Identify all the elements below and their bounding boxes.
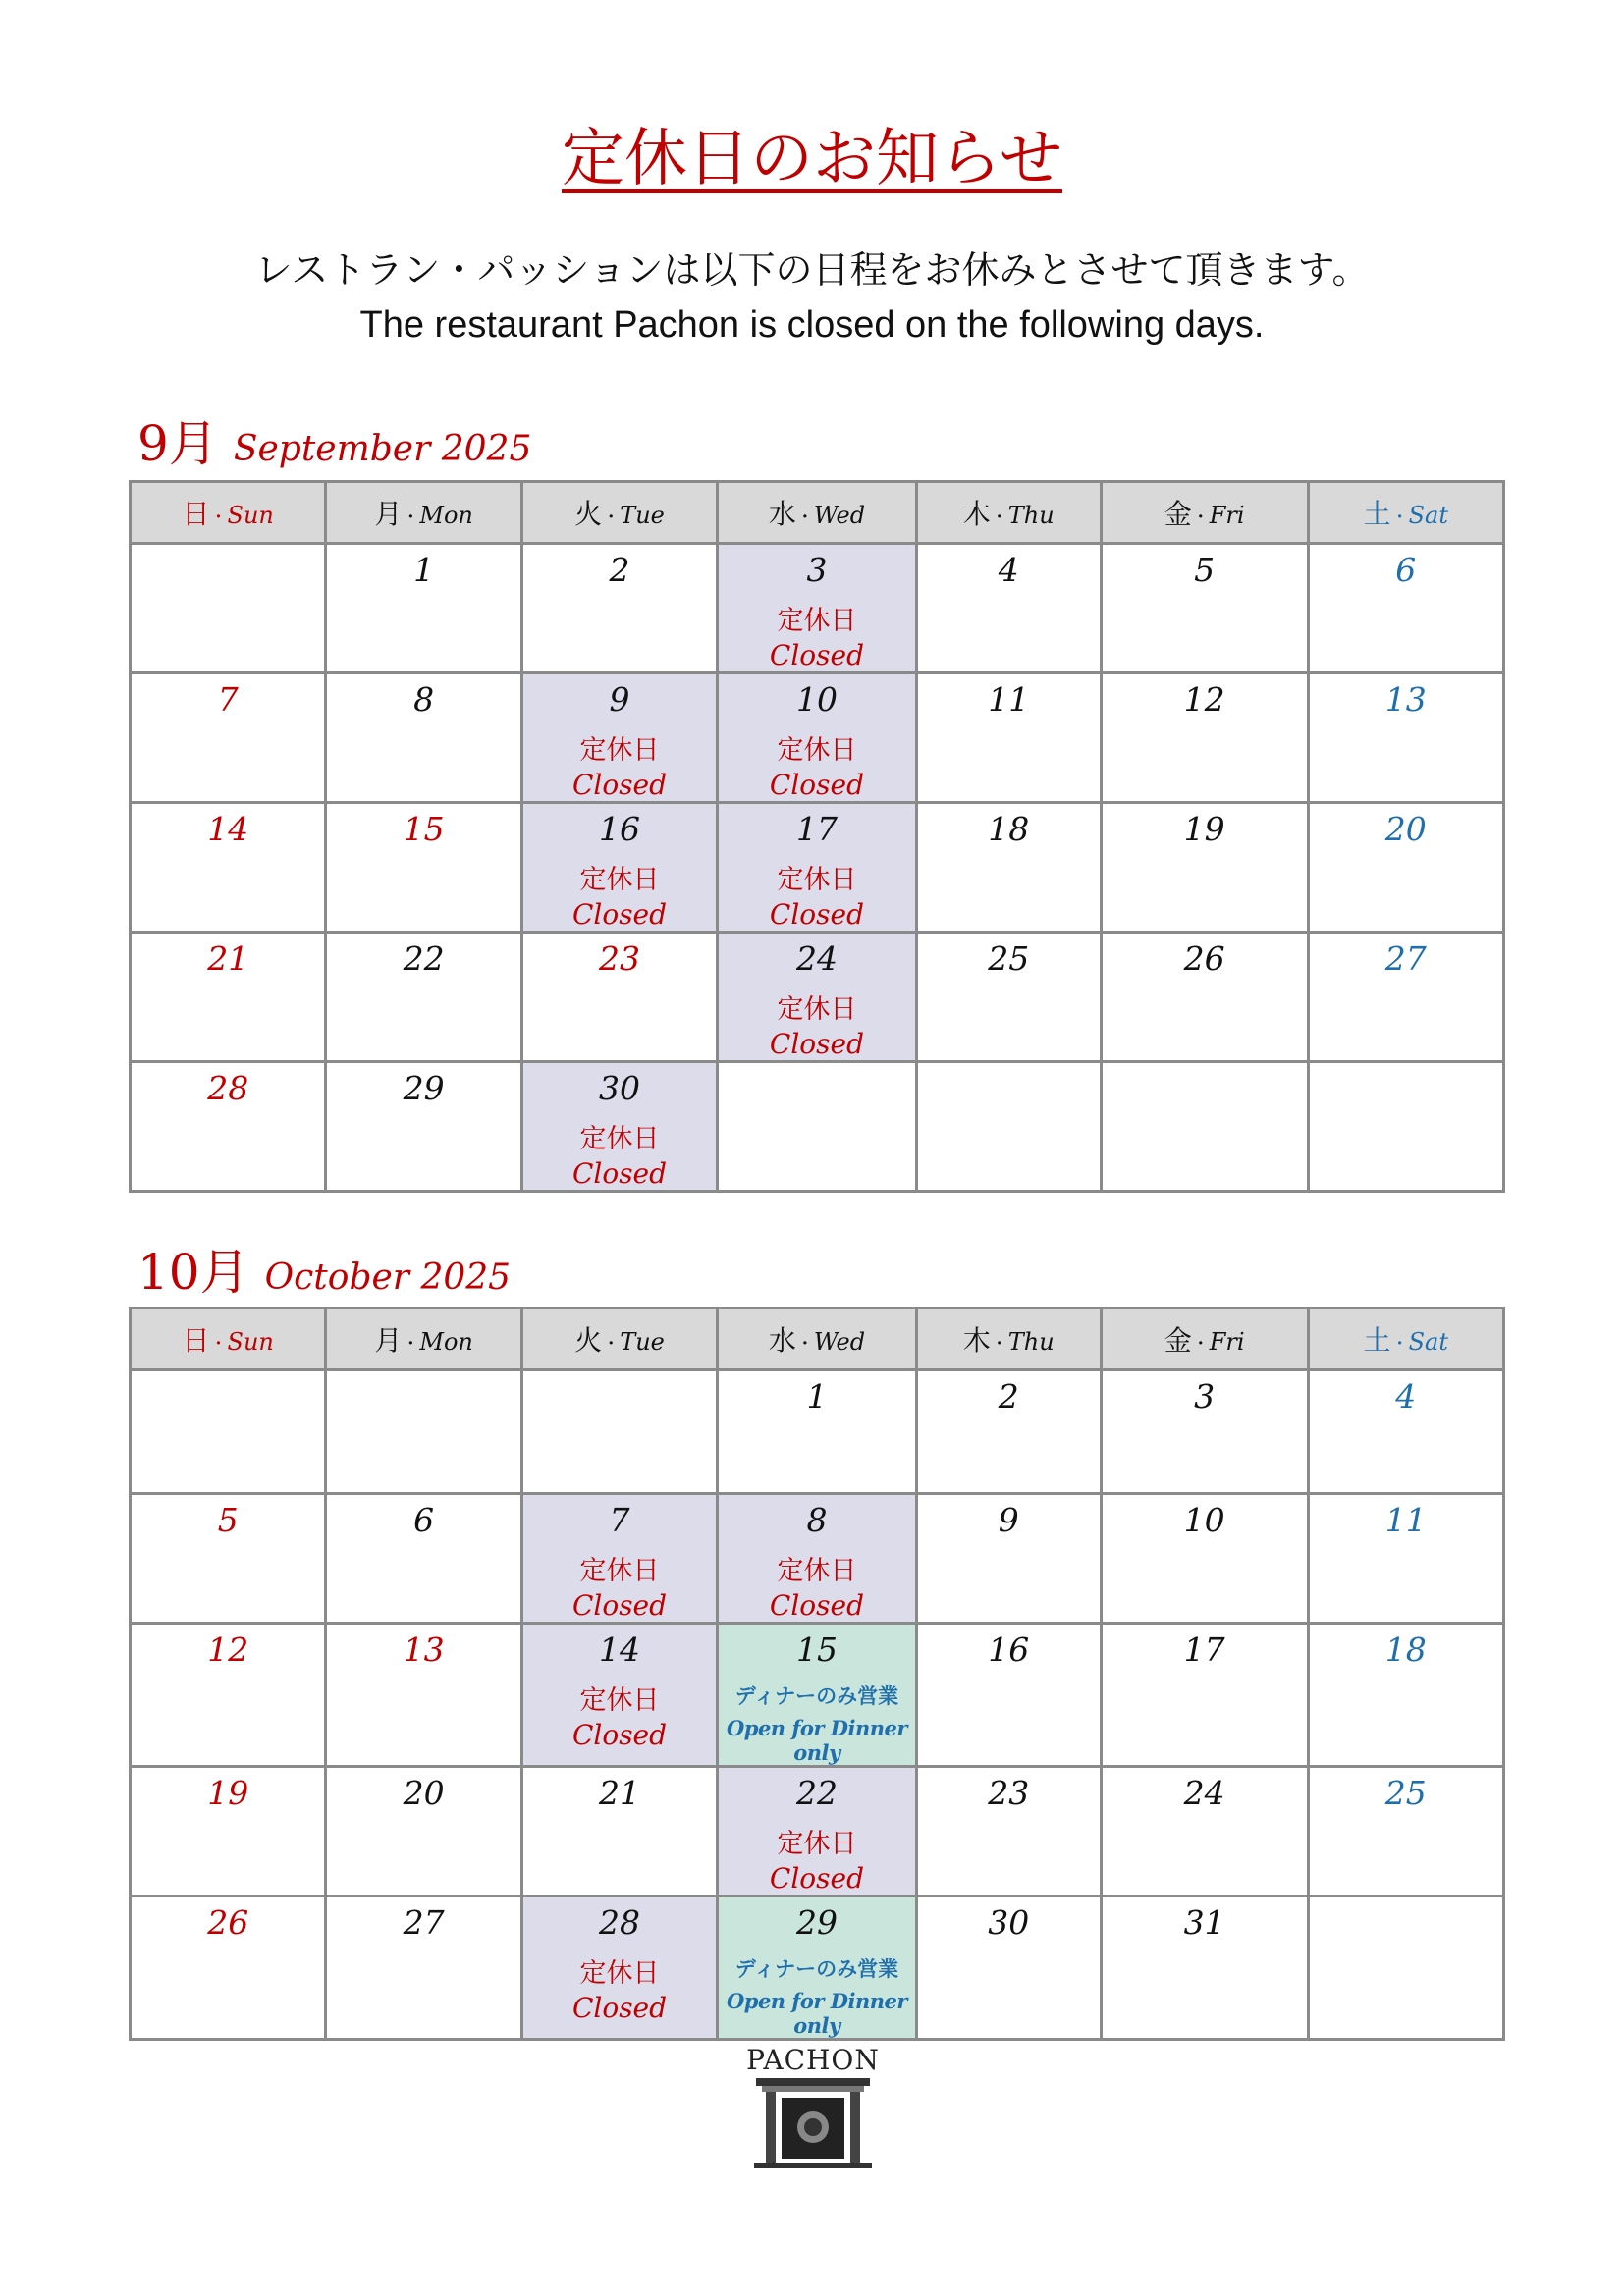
closed-label-ja: 定休日	[579, 1958, 660, 1989]
day-number: 7	[609, 1501, 630, 1539]
weekday-en: Tue	[620, 502, 665, 529]
day-cell-2	[916, 1370, 1101, 1494]
day-number: 26	[207, 1903, 249, 1942]
month-number: 10月	[137, 1244, 249, 1301]
week-row	[131, 1767, 1504, 1896]
day-number: 27	[403, 1903, 445, 1942]
day-cell-3	[1101, 1370, 1308, 1494]
day-cell-30	[521, 1062, 717, 1192]
calendar-september	[129, 480, 1505, 1193]
weekday-wed	[718, 1308, 917, 1370]
day-cell-23	[916, 1767, 1101, 1896]
week-row	[131, 1370, 1504, 1494]
day-number: 12	[207, 1630, 249, 1669]
weekday-ja: 月	[374, 498, 403, 530]
week-row	[131, 1494, 1504, 1624]
weekday-mon	[326, 482, 521, 544]
day-cell-24	[1101, 1767, 1308, 1896]
empty-cell	[916, 1062, 1101, 1192]
day-cell-16	[916, 1624, 1101, 1767]
day-cell-15	[718, 1624, 917, 1767]
day-cell-5	[1101, 544, 1308, 673]
day-number: 3	[806, 551, 828, 589]
week-row	[131, 544, 1504, 673]
day-number: 11	[988, 680, 1030, 719]
weekday-ja: 月	[374, 1324, 403, 1357]
weekday-en: Mon	[419, 1328, 473, 1356]
day-number: 23	[988, 1774, 1030, 1812]
day-cell-8	[718, 1494, 917, 1624]
day-cell-13	[326, 1624, 521, 1767]
day-number: 29	[403, 1069, 445, 1107]
weekday-separator: ・	[1191, 1334, 1210, 1355]
day-cell-23	[521, 933, 717, 1062]
day-cell-31	[1101, 1896, 1308, 2040]
day-number: 18	[988, 810, 1030, 848]
day-number: 10	[1183, 1501, 1225, 1539]
day-number: 29	[795, 1903, 838, 1942]
week-row	[131, 803, 1504, 933]
day-number: 15	[403, 810, 445, 848]
day-cell-19	[131, 1767, 326, 1896]
day-cell-21	[521, 1767, 717, 1896]
day-cell-2	[521, 544, 717, 673]
day-cell-4	[1308, 1370, 1503, 1494]
day-cell-28	[131, 1062, 326, 1192]
closed-label-en: Closed	[769, 1862, 865, 1895]
intro-english: The restaurant Pachon is closed on the following days.	[359, 304, 1265, 346]
weekday-header	[131, 482, 1504, 544]
storefront-logo-icon	[752, 2076, 874, 2170]
closed-label-ja: 定休日	[579, 1685, 660, 1716]
weekday-separator: ・	[795, 507, 814, 528]
day-number: 25	[1384, 1774, 1427, 1812]
day-number: 8	[806, 1501, 828, 1539]
day-number: 15	[795, 1630, 838, 1669]
week-row	[131, 1896, 1504, 2040]
closed-label-en: Closed	[769, 898, 865, 931]
day-cell-18	[1308, 1624, 1503, 1767]
closed-label-ja: 定休日	[579, 735, 660, 766]
day-cell-26	[1101, 933, 1308, 1062]
weekday-header	[131, 1308, 1504, 1370]
empty-cell	[131, 1370, 326, 1494]
weekday-separator: ・	[795, 1334, 814, 1355]
closed-label-en: Closed	[571, 898, 668, 931]
empty-cell	[1101, 1062, 1308, 1192]
day-number: 4	[1395, 1377, 1417, 1415]
weekday-en: Wed	[813, 1328, 866, 1356]
weekday-ja: 日	[182, 1324, 210, 1357]
week-row	[131, 673, 1504, 803]
day-number: 20	[1384, 810, 1427, 848]
weekday-ja: 土	[1363, 498, 1391, 530]
day-cell-5	[131, 1494, 326, 1624]
closed-label-ja: 定休日	[777, 735, 857, 766]
day-number: 24	[1183, 1774, 1225, 1812]
weekday-en: Sun	[227, 502, 274, 529]
closed-label-ja: 定休日	[777, 1556, 857, 1586]
day-cell-9	[916, 1494, 1101, 1624]
closed-label-en: Closed	[571, 769, 668, 801]
weekday-separator: ・	[602, 1334, 621, 1355]
day-number: 19	[207, 1774, 249, 1812]
day-cell-11	[916, 673, 1101, 803]
day-number: 31	[1183, 1903, 1225, 1942]
day-cell-10	[1101, 1494, 1308, 1624]
weekday-tue	[521, 482, 717, 544]
day-number: 22	[795, 1774, 838, 1812]
day-cell-25	[1308, 1767, 1503, 1896]
weekday-en: Thu	[1007, 1328, 1055, 1356]
month-heading-september	[137, 404, 531, 475]
day-number: 21	[207, 939, 249, 978]
day-number: 2	[609, 551, 630, 589]
weekday-en: Wed	[813, 502, 866, 529]
weekday-en: Sat	[1408, 502, 1448, 529]
day-number: 16	[988, 1630, 1030, 1669]
weekday-ja: 日	[182, 498, 210, 530]
weekday-ja: 金	[1164, 1324, 1192, 1357]
day-number: 9	[609, 680, 630, 719]
day-number: 9	[998, 1501, 1019, 1539]
calendar-body	[131, 544, 1504, 1192]
day-number: 20	[403, 1774, 445, 1812]
weekday-separator: ・	[402, 1334, 420, 1355]
day-number: 13	[403, 1630, 445, 1669]
weekday-separator: ・	[602, 507, 621, 528]
day-cell-17	[718, 803, 917, 933]
day-number: 4	[998, 551, 1019, 589]
day-number: 17	[795, 810, 838, 848]
day-number: 11	[1384, 1501, 1427, 1539]
weekday-tue	[521, 1308, 717, 1370]
intro-japanese: レストラン・パッションは以下の日程をお休みとさせて頂きます。	[254, 248, 1370, 292]
closed-label-ja: 定休日	[579, 865, 660, 895]
day-number: 25	[988, 939, 1030, 978]
day-cell-6	[326, 1494, 521, 1624]
day-cell-14	[521, 1624, 717, 1767]
closed-label-en: Closed	[571, 1719, 668, 1751]
day-number: 24	[795, 939, 838, 978]
day-cell-1	[326, 544, 521, 673]
weekday-sat	[1308, 1308, 1503, 1370]
empty-cell	[1308, 1896, 1503, 2040]
day-cell-28	[521, 1896, 717, 2040]
day-cell-8	[326, 673, 521, 803]
day-number: 30	[988, 1903, 1030, 1942]
pachon-logo	[744, 2044, 882, 2174]
empty-cell	[131, 544, 326, 673]
month-name: October 2025	[264, 1257, 512, 1298]
day-cell-24	[718, 933, 917, 1062]
day-cell-6	[1308, 544, 1503, 673]
day-cell-25	[916, 933, 1101, 1062]
day-cell-1	[718, 1370, 917, 1494]
day-number: 7	[217, 680, 239, 719]
closed-label-ja: 定休日	[579, 1124, 660, 1154]
week-row	[131, 1624, 1504, 1767]
weekday-mon	[326, 1308, 521, 1370]
day-cell-7	[521, 1494, 717, 1624]
day-cell-22	[718, 1767, 917, 1896]
day-cell-27	[1308, 933, 1503, 1062]
logo-text: PACHON	[746, 2044, 880, 2076]
weekday-ja: 木	[962, 1324, 991, 1357]
closed-label-en: Closed	[769, 769, 865, 801]
day-cell-29	[718, 1896, 917, 2040]
day-number: 14	[599, 1630, 641, 1669]
day-number: 14	[207, 810, 249, 848]
weekday-sun	[131, 482, 326, 544]
closed-label-en: Closed	[571, 1589, 668, 1622]
weekday-separator: ・	[990, 507, 1008, 528]
closed-label-ja: 定休日	[777, 606, 857, 636]
dinner-only-label-en: Open for Dinner only	[726, 1716, 907, 1765]
day-cell-3	[718, 544, 917, 673]
day-cell-26	[131, 1896, 326, 2040]
empty-cell	[1308, 1062, 1503, 1192]
weekday-fri	[1101, 1308, 1308, 1370]
closed-label-en: Closed	[571, 1992, 668, 2024]
weekday-separator: ・	[1191, 507, 1210, 528]
day-number: 27	[1384, 939, 1427, 978]
day-number: 17	[1183, 1630, 1225, 1669]
day-cell-9	[521, 673, 717, 803]
day-number: 16	[599, 810, 641, 848]
day-cell-14	[131, 803, 326, 933]
day-number: 21	[599, 1774, 641, 1812]
closed-label-en: Closed	[571, 1157, 668, 1190]
week-row	[131, 1062, 1504, 1192]
day-cell-18	[916, 803, 1101, 933]
day-number: 28	[207, 1069, 249, 1107]
day-cell-29	[326, 1062, 521, 1192]
day-cell-21	[131, 933, 326, 1062]
weekday-ja: 木	[962, 498, 991, 530]
day-cell-19	[1101, 803, 1308, 933]
day-cell-12	[131, 1624, 326, 1767]
weekday-separator: ・	[990, 1334, 1008, 1355]
page-title: 定休日のお知らせ	[561, 123, 1063, 195]
week-row	[131, 933, 1504, 1062]
day-number: 12	[1183, 680, 1225, 719]
day-number: 18	[1384, 1630, 1427, 1669]
dinner-only-label-en: Open for Dinner only	[726, 1989, 907, 2038]
weekday-en: Sat	[1408, 1328, 1448, 1356]
day-number: 1	[806, 1377, 828, 1415]
day-number: 23	[599, 939, 641, 978]
empty-cell	[718, 1062, 917, 1192]
empty-cell	[326, 1370, 521, 1494]
weekday-wed	[718, 482, 917, 544]
calendar-body	[131, 1370, 1504, 2040]
weekday-en: Sun	[227, 1328, 274, 1356]
weekday-separator: ・	[1390, 1334, 1409, 1355]
weekday-ja: 土	[1363, 1324, 1391, 1357]
closed-label-ja: 定休日	[777, 1829, 857, 1859]
day-cell-15	[326, 803, 521, 933]
weekday-row	[131, 1308, 1504, 1370]
dinner-only-label-ja: ディナーのみ営業	[734, 1957, 899, 1981]
day-cell-16	[521, 803, 717, 933]
weekday-ja: 金	[1164, 498, 1192, 530]
weekday-separator: ・	[209, 507, 228, 528]
weekday-row	[131, 482, 1504, 544]
day-cell-30	[916, 1896, 1101, 2040]
month-number: 9月	[137, 415, 218, 472]
dinner-only-label-ja: ディナーのみ営業	[734, 1684, 899, 1708]
weekday-ja: 水	[768, 1324, 796, 1357]
weekday-en: Tue	[620, 1328, 665, 1356]
day-number: 1	[413, 551, 435, 589]
closed-label-ja: 定休日	[777, 994, 857, 1025]
day-number: 5	[1194, 551, 1216, 589]
day-cell-11	[1308, 1494, 1503, 1624]
weekday-en: Mon	[419, 502, 473, 529]
day-number: 10	[795, 680, 838, 719]
weekday-ja: 水	[768, 498, 796, 530]
weekday-ja: 火	[574, 498, 603, 530]
day-cell-22	[326, 933, 521, 1062]
day-number: 30	[599, 1069, 641, 1107]
day-number: 3	[1194, 1377, 1216, 1415]
closed-label-ja: 定休日	[777, 865, 857, 895]
day-number: 2	[998, 1377, 1019, 1415]
weekday-separator: ・	[402, 507, 420, 528]
weekday-fri	[1101, 482, 1308, 544]
weekday-sun	[131, 1308, 326, 1370]
weekday-en: Fri	[1209, 502, 1245, 529]
day-cell-10	[718, 673, 917, 803]
day-number: 28	[599, 1903, 641, 1942]
weekday-en: Fri	[1209, 1328, 1245, 1356]
day-cell-20	[1308, 803, 1503, 933]
day-number: 6	[413, 1501, 435, 1539]
weekday-separator: ・	[1390, 507, 1409, 528]
weekday-thu	[916, 1308, 1101, 1370]
day-cell-12	[1101, 673, 1308, 803]
calendar-october	[129, 1307, 1505, 2041]
day-number: 6	[1395, 551, 1417, 589]
day-cell-7	[131, 673, 326, 803]
day-number: 5	[217, 1501, 239, 1539]
month-name: September 2025	[233, 429, 532, 469]
day-cell-13	[1308, 673, 1503, 803]
day-cell-20	[326, 1767, 521, 1896]
weekday-sat	[1308, 482, 1503, 544]
day-number: 26	[1183, 939, 1225, 978]
day-number: 22	[403, 939, 445, 978]
empty-cell	[521, 1370, 717, 1494]
weekday-en: Thu	[1007, 502, 1055, 529]
day-cell-17	[1101, 1624, 1308, 1767]
weekday-ja: 火	[574, 1324, 603, 1357]
day-cell-27	[326, 1896, 521, 2040]
closed-label-en: Closed	[769, 1028, 865, 1060]
day-number: 19	[1183, 810, 1225, 848]
weekday-thu	[916, 482, 1101, 544]
day-number: 8	[413, 680, 435, 719]
day-cell-4	[916, 544, 1101, 673]
closed-label-en: Closed	[769, 1589, 865, 1622]
month-heading-october	[137, 1233, 511, 1304]
weekday-separator: ・	[209, 1334, 228, 1355]
closed-label-ja: 定休日	[579, 1556, 660, 1586]
closed-label-en: Closed	[769, 639, 865, 671]
day-number: 13	[1384, 680, 1427, 719]
